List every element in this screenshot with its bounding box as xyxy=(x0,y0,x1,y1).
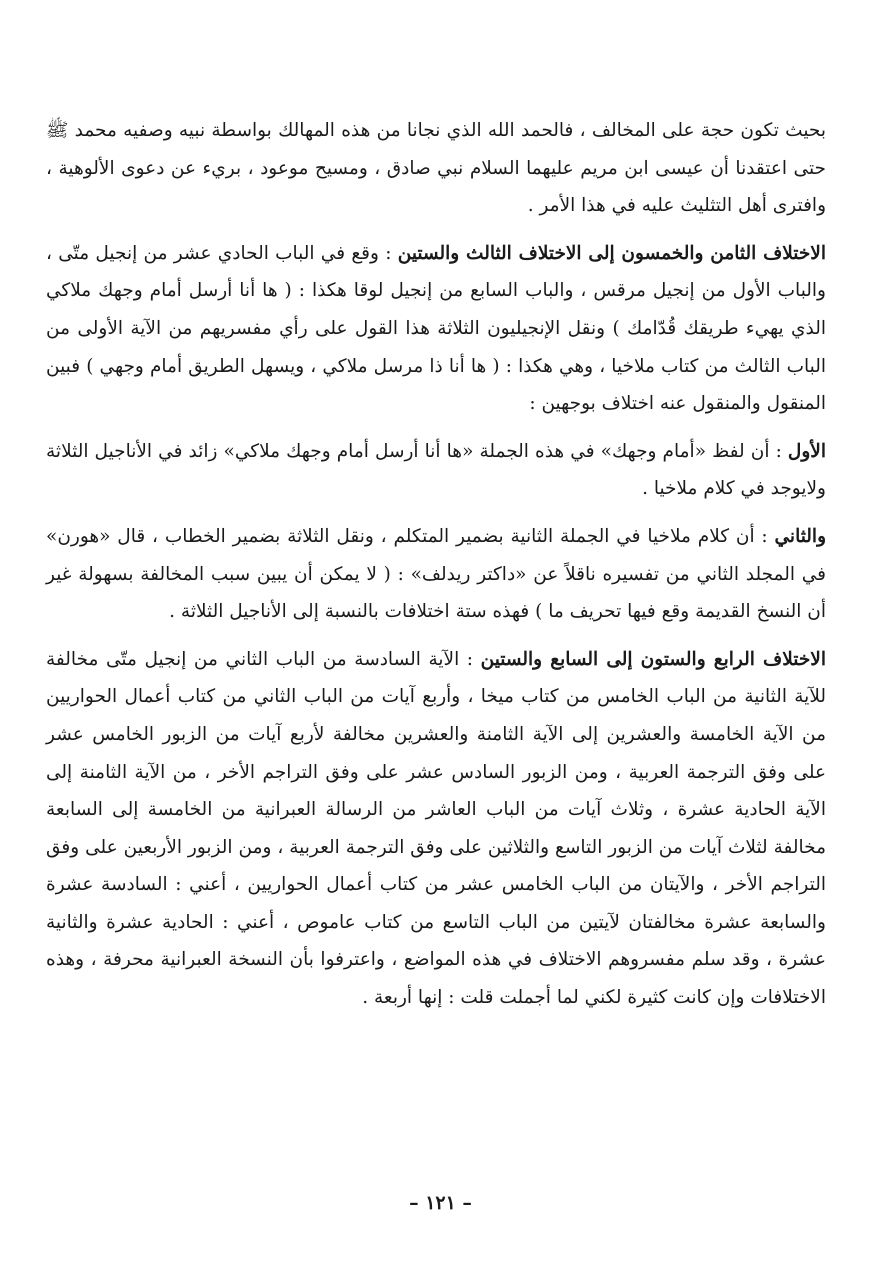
document-body xyxy=(46,112,826,1017)
paragraph-heading: الاختلاف الثامن والخمسون إلى الاختلاف الثالث والستين xyxy=(397,242,826,264)
paragraph-heading: الأول xyxy=(787,440,826,462)
paragraph-second-aspect xyxy=(46,518,826,631)
paragraph-heading: والثاني xyxy=(774,525,826,547)
paragraph-text: : الآية السادسة من الباب الثاني من إنجيل متّى مخالفة للآية الثانية من الباب الخامس من كتاب ميخا ، وأربع آيات من الباب الثاني من كتاب أعمال الحواريين من الآية الخامسة والعشرين إلى الآية الثامنة والعشرين مخالفة لأربع آيات من الزبور الخامس عشر على وفق الترجمة العربية ، ومن الزبور السادس عشر على وفق التراجم الأخر ، من الآية الثامنة إلى الآية الحادية عشرة ، وثلاث آيات من الباب العاشر من الرسالة العبرانية من الخامسة إلى السابعة مخالفة لثلاث آيات من الزبور التاسع والثلاثين على وفق الترجمة العربية ، ومن الزبور الأربعين على وفق التراجم الأخر ، والآيتان من الباب الخامس عشر من كتاب أعمال الحواريين ، أعني : السادسة عشرة والسابعة عشرة مخالفتان لآيتين من الباب التاسع من كتاب عاموص ، أعني : الحادية عشرة والثانية عشرة ، وقد سلم مفسروهم الاختلاف في هذه المواضع ، واعترفوا بأن النسخة العبرانية محرفة ، وهذه الاختلافات وإن كانت كثيرة لكني لما أجملت قلت : إنها أربعة . xyxy=(46,648,826,1009)
paragraph-difference-64-67 xyxy=(46,641,826,1017)
paragraph-text: : أن كلام ملاخيا في الجملة الثانية بضمير المتكلم ، ونقل الثلاثة بضمير الخطاب ، قال «هورن» في المجلد الثاني من تفسيره ناقلاً عن «داكتر ريدلف» : ( لا يمكن أن يبين سبب المخالفة بسهولة غير أن النسخ القديمة وقع فيها تحريف ما ) فهذه ستة اختلافات بالنسبة إلى الأناجيل الثلاثة . xyxy=(46,525,826,623)
paragraph-difference-58-63 xyxy=(46,235,826,423)
page-number: – ١٢١ – xyxy=(409,1192,472,1214)
paragraph-heading: الاختلاف الرابع والستون إلى السابع والستين xyxy=(480,648,826,670)
paragraph-text: : أن لفظ «أمام وجهك» في هذه الجملة «ها أنا أرسل أمام وجهك ملاكي» زائد في الأناجيل الثلاثة ولايوجد في كلام ملاخيا . xyxy=(46,440,826,500)
paragraph-text: بحيث تكون حجة على المخالف ، فالحمد الله الذي نجانا من هذه المهالك بواسطة نبيه وصفيه محمد ﷺ حتى اعتقدنا أن عيسى ابن مريم عليهما السلام نبي صادق ، ومسيح موعود ، بريء عن دعوى الألوهية ، وافترى أهل التثليث عليه في هذا الأمر . xyxy=(46,120,826,217)
paragraph-text: : وقع في الباب الحادي عشر من إنجيل متّى ، والباب الأول من إنجيل مرقس ، والباب السابع من إنجيل لوقا هكذا : ( ها أنا أرسل أمام وجهك ملاكي الذي يهيء طريقك قُدّامك ) ونقل الإنجيليون الثلاثة هذا القول على رأي مفسريهم من الآية الأولى من الباب الثالث من كتاب ملاخيا ، وهي هكذا : ( ها أنا ذا مرسل ملاكي ، ويسهل الطريق أمام وجهي ) فبين المنقول والمنقول عنه اختلاف بوجهين : xyxy=(46,242,826,415)
paragraph-first-aspect xyxy=(46,433,826,508)
paragraph-intro xyxy=(46,112,826,225)
